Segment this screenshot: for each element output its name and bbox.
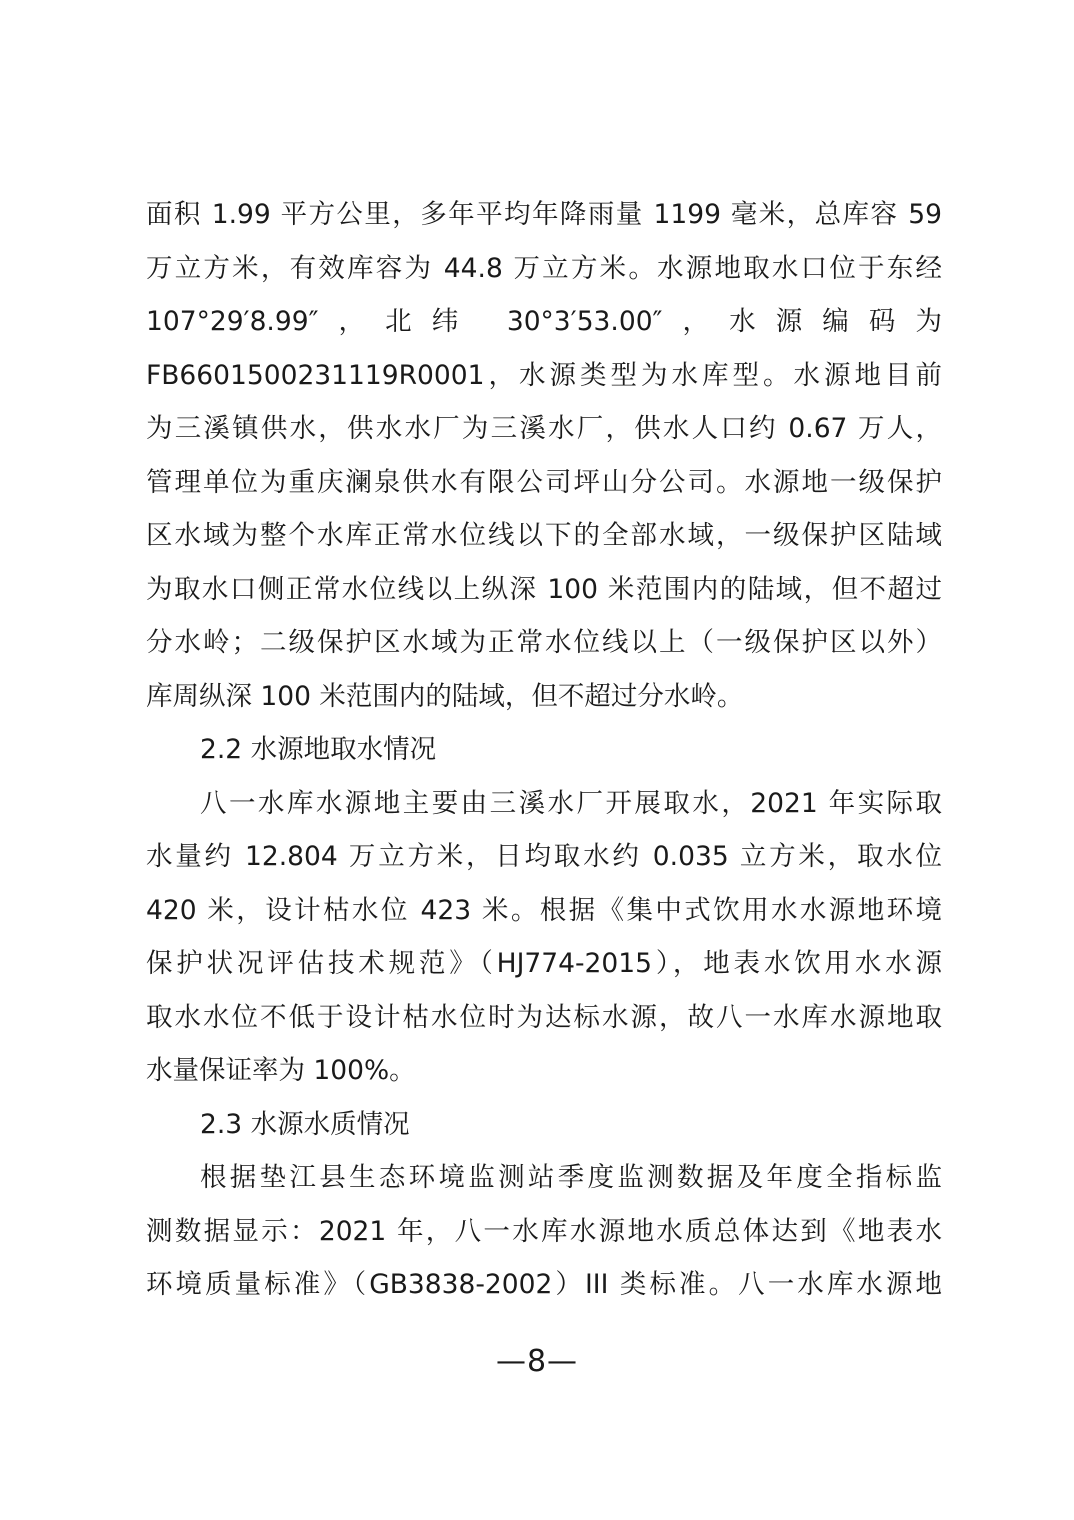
text-line: 分水岭；二级保护区水域为正常水位线以上（一级保护区以外）: [146, 627, 942, 658]
text-line: 测数据显示：2021 年，八一水库水源地水质总体达到《地表水: [146, 1215, 942, 1247]
text-line: 区水域为整个水库正常水位线以下的全部水域，一级保护区陆域: [146, 520, 942, 551]
text-line: 水量保证率为 100%。: [146, 1055, 416, 1086]
text-line: 取水水位不低于设计枯水位时为达标水源，故八一水库水源地取: [146, 1001, 942, 1033]
text-line: 管理单位为重庆澜泉供水有限公司坪山分公司。水源地一级保护: [146, 466, 942, 498]
text-line: 库周纵深 100 米范围内的陆域，但不超过分水岭。: [146, 680, 744, 712]
page-content: [146, 188, 942, 1312]
text-line: 为三溪镇供水，供水水厂为三溪水厂，供水人口约 0.67 万人，: [146, 413, 942, 444]
paragraph-2-2: [146, 777, 942, 1098]
text-line: 保护状况评估技术规范》（HJ774-2015），地表水饮用水水源: [146, 948, 942, 979]
text-line: 八一水库水源地主要由三溪水厂开展取水，2021 年实际取: [200, 787, 942, 819]
text-line: 水量约 12.804 万立方米，日均取水约 0.035 立方米，取水位: [146, 841, 942, 872]
page-number: —8—: [495, 1344, 579, 1379]
text-line: 根据垫江县生态环境监测站季度监测数据及年度全指标监: [200, 1162, 942, 1193]
text-line: FB6601500231119R0001，水源类型为水库型。水源地目前: [146, 359, 942, 391]
paragraph-2-3: [146, 1151, 942, 1312]
text-line: 420 米，设计枯水位 423 米。根据《集中式饮用水水源地环境: [146, 894, 942, 926]
section-heading-2-2: 2.2 水源地取水情况: [200, 734, 437, 765]
text-line: 107°29′8.99″，北纬 30°3′53.00″，水源编码为: [146, 306, 942, 337]
text-line: 环境质量标准》（GB3838-2002）III 类标准。八一水库水源地: [146, 1269, 942, 1300]
text-line: 万立方米，有效库容为 44.8 万立方米。水源地取水口位于东经: [146, 252, 942, 284]
text-line: 为取水口侧正常水位线以上纵深 100 米范围内的陆域，但不超过: [146, 573, 942, 605]
paragraph-intro: [146, 188, 942, 723]
text-line: 面积 1.99 平方公里，多年平均年降雨量 1199 毫米，总库容 59: [146, 199, 942, 230]
section-heading-2-3: 2.3 水源水质情况: [200, 1108, 410, 1140]
